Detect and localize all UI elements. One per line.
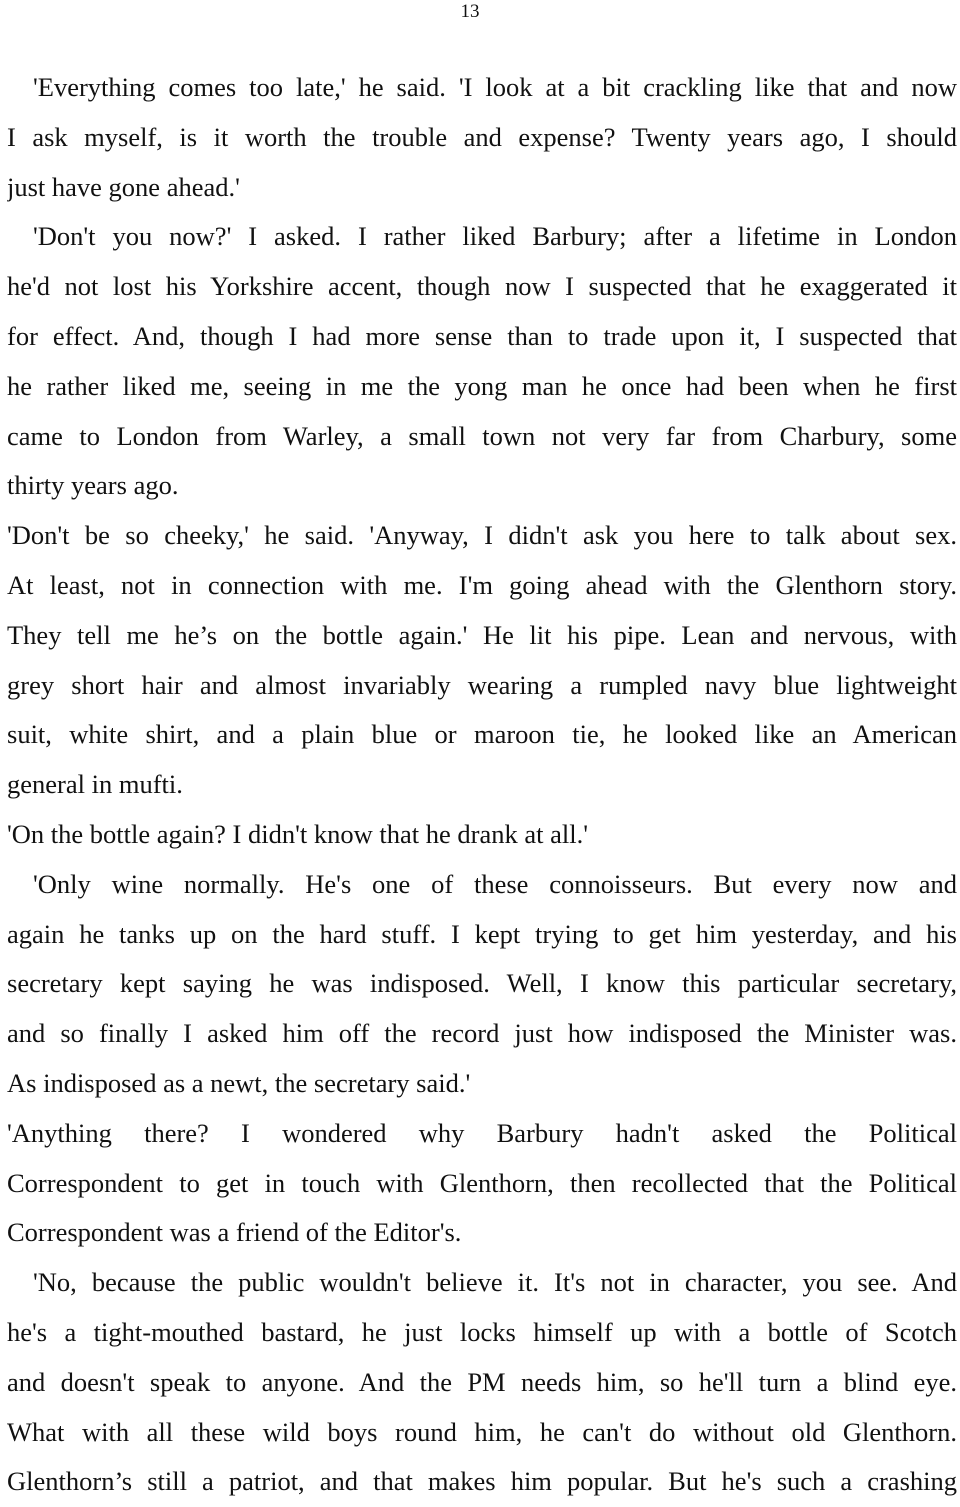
text-line: he's a tight-mouthed bastard, he just locks himself up with a bottle of Scotch	[7, 1316, 957, 1347]
text-line: for effect. And, though I had more sense than to trade upon it, I suspected that	[7, 320, 957, 351]
text-line: just have gone ahead.'	[7, 171, 240, 202]
text-line: suit, white shirt, and a plain blue or maroon tie, he looked like an American	[7, 719, 957, 750]
text-line: he rather liked me, seeing in me the yong man he once had been when he first	[7, 370, 957, 401]
text-line: he'd not lost his Yorkshire accent, though now I suspected that he exaggerated it	[7, 271, 957, 302]
text-line: Correspondent to get in touch with Glenthorn, then recollected that the Political	[7, 1167, 957, 1198]
text-line: 'Don't be so cheeky,' he said. 'Anyway, I didn't ask you here to talk about sex.	[7, 520, 957, 551]
text-line: At least, not in connection with me. I'm going ahead with the Glenthorn story.	[7, 569, 957, 600]
text-line: What with all these wild boys round him, he can't do without old Glenthorn.	[7, 1416, 957, 1447]
text-line: 'Everything comes too late,' he said. 'I look at a bit crackling like that and now	[33, 72, 957, 102]
text-line: thirty years ago.	[7, 470, 179, 501]
text-line: again he tanks up on the hard stuff. I kept trying to get him yesterday, and his	[7, 918, 957, 949]
text-line: I ask myself, is it worth the trouble and expense? Twenty years ago, I should	[7, 121, 957, 152]
text-line: 'Don't you now?' I asked. I rather liked Barbury; after a lifetime in London	[33, 221, 957, 252]
text-line: and so finally I asked him off the record just how indisposed the Minister was.	[7, 1018, 957, 1049]
body-text	[7, 63, 957, 1507]
text-line: 'No, because the public wouldn't believe it. It's not in character, you see. And	[33, 1267, 957, 1298]
text-line: general in mufti.	[7, 769, 183, 800]
text-line: grey short hair and almost invariably wearing a rumpled navy blue lightweight	[7, 669, 957, 700]
text-line: Glenthorn’s still a patriot, and that makes him popular. But he's such a crashing	[7, 1466, 957, 1497]
text-line: As indisposed as a newt, the secretary said.'	[7, 1067, 471, 1098]
page-number: 13	[460, 1, 480, 22]
text-line: Correspondent was a friend of the Editor's.	[7, 1217, 462, 1248]
text-line: 'Anything there? I wondered why Barbury hadn't asked the Political	[7, 1117, 957, 1148]
text-line: and doesn't speak to anyone. And the PM needs him, so he'll turn a blind eye.	[7, 1366, 957, 1397]
text-line: 'On the bottle again? I didn't know that he drank at all.'	[7, 818, 588, 849]
text-line: They tell me he’s on the bottle again.' He lit his pipe. Lean and nervous, with	[7, 619, 957, 650]
text-line: 'Only wine normally. He's one of these connoisseurs. But every now and	[33, 868, 957, 899]
text-line: secretary kept saying he was indisposed. Well, I know this particular secretary,	[7, 968, 957, 999]
text-line: came to London from Warley, a small town not very far from Charbury, some	[7, 420, 957, 451]
